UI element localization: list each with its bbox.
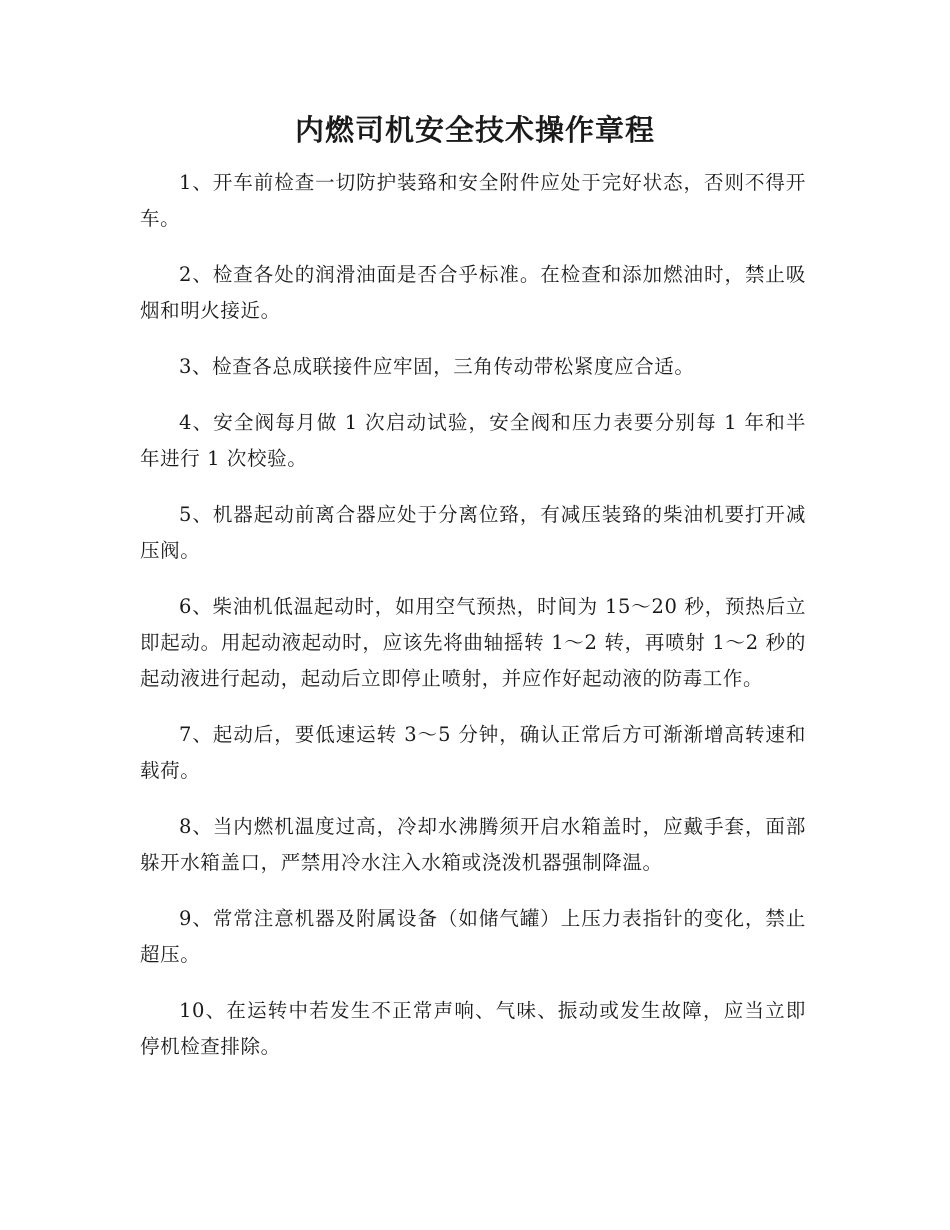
paragraph-2: 2、检查各处的润滑油面是否合乎标准。在检查和添加燃油时，禁止吸烟和明火接近。 [140,263,806,322]
document-title: 内燃司机安全技术操作章程 [294,113,655,147]
document-body [140,165,806,1085]
paragraph-10: 10、在运转中若发生不正常声响、气味、振动或发生故障，应当立即停机检查排除。 [140,999,806,1058]
paragraph-4: 4、安全阀每月做 1 次启动试验，安全阀和压力表要分别每 1 年和半年进行 1 次校验。 [140,411,806,470]
paragraph-9: 9、常常注意机器及附属设备（如储气罐）上压力表指针的变化，禁止超压。 [140,907,806,966]
paragraph-8: 8、当内燃机温度过高，冷却水沸腾须开启水箱盖时，应戴手套，面部躲开水箱盖口，严禁用冷水注入水箱或浇泼机器强制降温。 [140,815,806,874]
paragraph-1: 1、开车前检查一切防护装臵和安全附件应处于完好状态，否则不得开车。 [140,171,806,230]
paragraph-5: 5、机器起动前离合器应处于分离位臵，有减压装臵的柴油机要打开减压阀。 [140,503,806,562]
paragraph-3: 3、检查各总成联接件应牢固，三角传动带松紧度应合适。 [179,355,695,378]
paragraph-6: 6、柴油机低温起动时，如用空气预热，时间为 15～20 秒，预热后立即起动。用起动液起动时，应该先将曲轴摇转 1～2 转，再喷射 1～2 秒的起动液进行起动，起动后立即停止喷射，并应作好起动液的防毒工作。 [140,595,806,690]
paragraph-7: 7、起动后，要低速运转 3～5 分钟，确认正常后方可渐渐增高转速和载荷。 [140,723,806,782]
